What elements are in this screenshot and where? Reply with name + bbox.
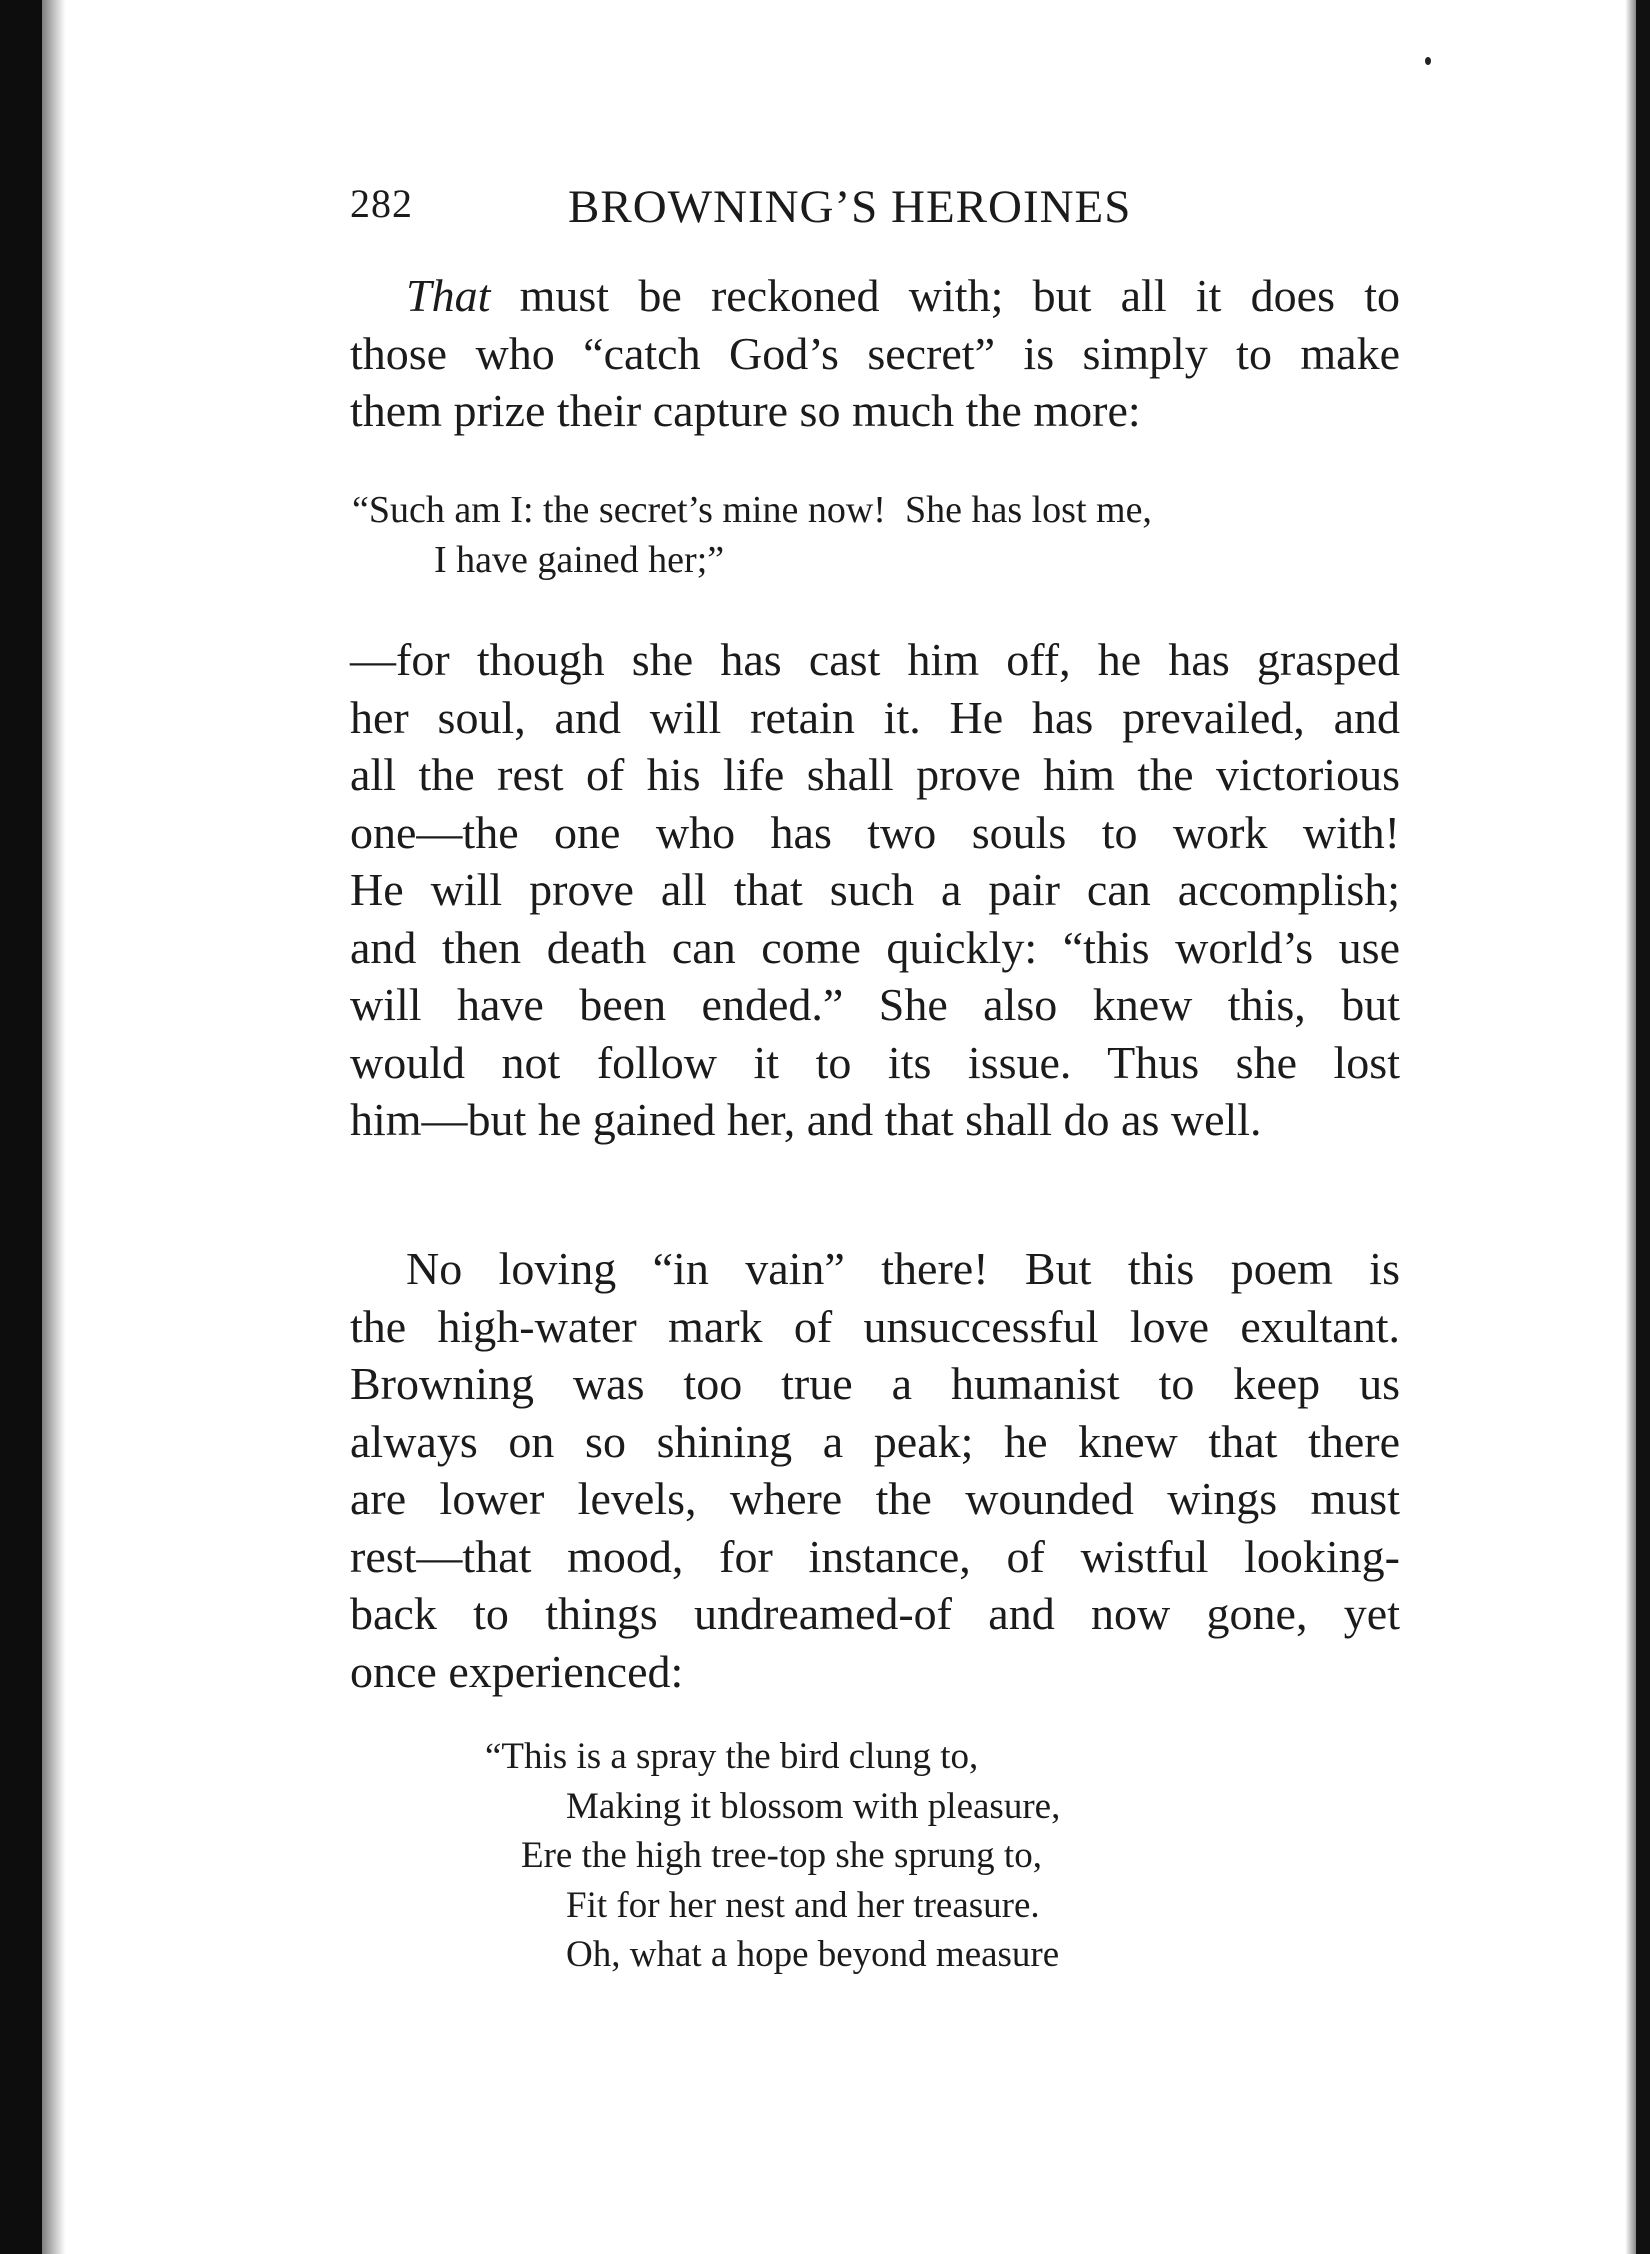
paragraph-line: once experienced: — [350, 1645, 684, 1697]
paragraph-line: will have been ended.” She also knew this, but — [350, 979, 1400, 1030]
paragraph-line — [350, 267, 1400, 325]
page-number: 282 — [350, 181, 413, 226]
scan-edge-right — [1636, 0, 1650, 2254]
running-title: BROWNING’S HEROINES — [568, 181, 1132, 233]
block-quote — [352, 485, 1382, 585]
paragraph-line: the high-water mark of unsuccessful love exultant. — [350, 1300, 1400, 1352]
scan-edge-left — [0, 0, 42, 2254]
paragraph-3 — [350, 1240, 1400, 1700]
paragraph-line: back to things undreamed-of and now gone, yet — [350, 1588, 1400, 1639]
verse-line: Ere the high tree-top she sprung to, — [521, 1835, 1042, 1876]
paragraph-line: those who “catch God’s secret” is simply to make — [350, 327, 1400, 379]
paragraph-line: her soul, and will retain it. He has prevailed, and — [350, 691, 1400, 743]
paragraph-line: would not follow it to its issue. Thus she lost — [350, 1036, 1400, 1088]
paragraph-line: —for though she has cast him off, he has grasped — [350, 634, 1400, 685]
quote-line: I have gained her;” — [434, 539, 725, 581]
paragraph-line: rest—that mood, for instance, of wistful looking- — [350, 1530, 1400, 1582]
verse-line: Fit for her nest and her treasure. — [566, 1884, 1040, 1926]
scan-edge-left-shadow — [42, 0, 68, 2254]
italic-lead-word: That — [406, 270, 491, 321]
scan-speck — [1425, 57, 1431, 65]
paragraph-1 — [350, 267, 1400, 440]
verse-line: Making it blossom with pleasure, — [566, 1785, 1061, 1827]
paragraph-line: No loving “in vain” there! But this poem is — [406, 1243, 1400, 1294]
paragraph-line: Browning was too true a humanist to keep us — [350, 1358, 1400, 1409]
verse-quote — [485, 1732, 1285, 1980]
paragraph-line: He will prove all that such a pair can accomplish; — [350, 864, 1400, 915]
paragraph-line: and then death can come quickly: “this world’s use — [350, 921, 1400, 973]
quote-line: “Such am I: the secret’s mine now! She has lost me, — [352, 489, 1152, 531]
paragraph-line: always on so shining a peak; he knew that there — [350, 1415, 1400, 1467]
paragraph-line: one—the one who has two souls to work with! — [350, 806, 1400, 858]
running-head — [350, 180, 1400, 240]
paragraph-line: them prize their capture so much the more: — [350, 385, 1141, 436]
paragraph-2 — [350, 631, 1400, 1149]
verse-line: “This is a spray the bird clung to, — [485, 1736, 979, 1777]
paragraph-line: him—but he gained her, and that shall do as well. — [350, 1094, 1262, 1145]
paragraph-line: all the rest of his life shall prove him the victorious — [350, 749, 1400, 800]
scan-edge-right-shadow — [1624, 0, 1636, 2254]
verse-line: Oh, what a hope beyond measure — [566, 1934, 1060, 1975]
paragraph-line: are lower levels, where the wounded wings must — [350, 1473, 1400, 1524]
paragraph-line-text: must be reckoned with; but all it does to — [519, 270, 1400, 321]
